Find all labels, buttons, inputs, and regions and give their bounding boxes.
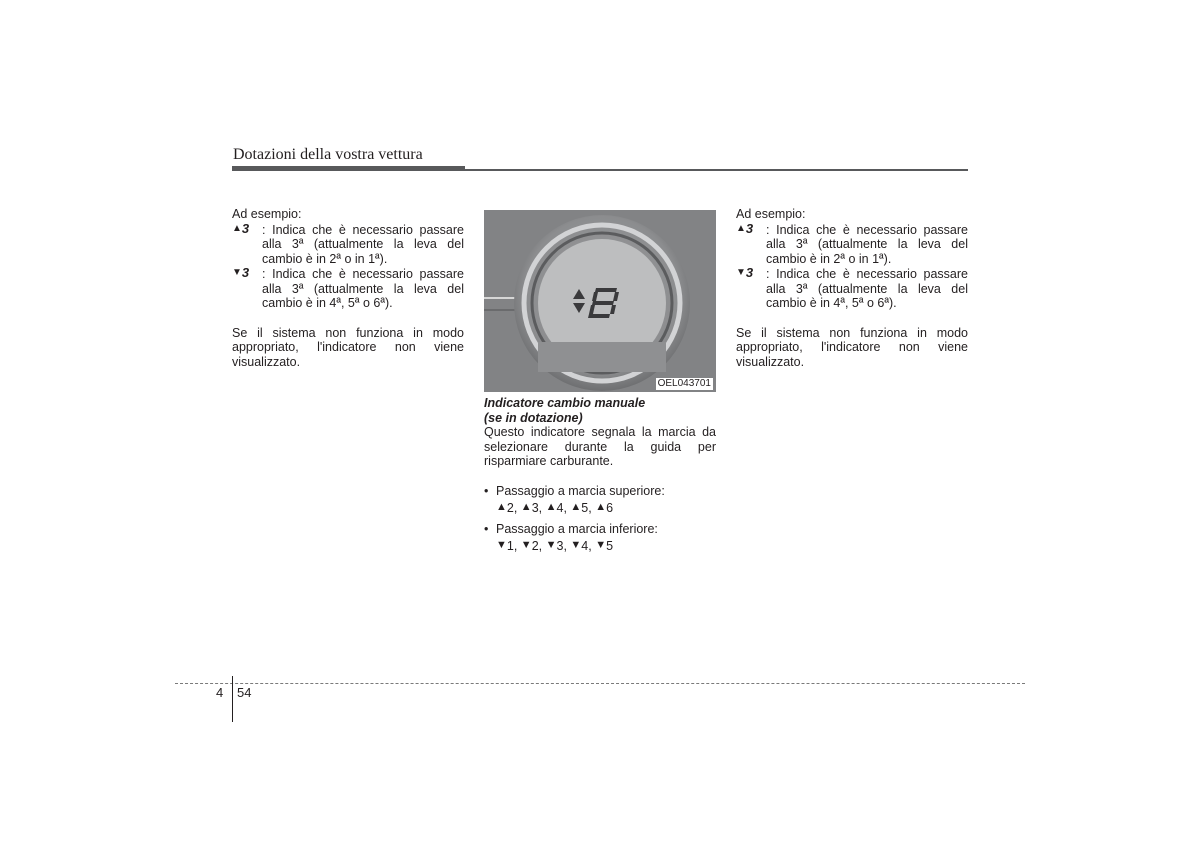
middle-column — [484, 396, 716, 554]
up-arrow-icon: ▲ — [570, 501, 582, 513]
upshift-description: : Indica che è necessario passare alla 3ª (attualmente la leva del cambio è in 2ª o in 1ª). — [766, 222, 968, 266]
downshift-sequence: ▼1, ▼2, ▼3, ▼4, ▼5 — [496, 539, 614, 553]
up-arrow-icon: ▲ — [520, 501, 532, 513]
downshift-example — [232, 267, 464, 311]
header-rule-thick — [232, 166, 465, 171]
down-arrow-icon: ▼ — [520, 539, 532, 551]
upshift-example — [232, 220, 464, 267]
malfunction-note: Se il sistema non funziona in modo appropriato, l'indicatore non viene visualizzato. — [736, 325, 968, 369]
up-arrow-icon: ▲ — [545, 501, 557, 513]
instrument-cluster-illustration — [484, 210, 716, 392]
header-rule-thin — [465, 169, 968, 171]
malfunction-note: Se il sistema non funziona in modo appropriato, l'indicatore non viene visualizzato. — [232, 325, 464, 369]
example-intro: Ad esempio: — [232, 207, 302, 221]
gear-value: 5 — [606, 539, 614, 553]
gauge-lower-band — [538, 342, 666, 372]
gear-value: 2 — [531, 539, 539, 553]
gear-value: 1 — [506, 539, 514, 553]
downshift-description: : Indica che è necessario passare alla 3ª (attualmente la leva del cambio è in 4ª, 5ª o 6ª). — [262, 267, 464, 310]
section-title: Dotazioni della vostra vettura — [233, 146, 423, 163]
upshift-sequence: ▲2, ▲3, ▲4, ▲5, ▲6 — [496, 501, 614, 515]
downshift-symbol — [232, 266, 249, 281]
chapter-number: 4 — [216, 685, 224, 700]
down-arrow-icon: ▼ — [496, 539, 507, 551]
downshift-example — [736, 267, 968, 311]
gear-digit: 3 — [745, 220, 754, 236]
down-arrow-icon: ▼ — [545, 539, 557, 551]
downshift-bullet-label: • Passaggio a marcia inferiore: — [484, 522, 716, 537]
footer-divider — [175, 683, 1025, 684]
upshift-symbol — [736, 222, 753, 237]
gear-value: 3 — [531, 501, 539, 515]
gear-digit: 3 — [241, 220, 250, 236]
figure-caption-subtitle: (se in dotazione) — [484, 410, 583, 425]
upshift-symbol — [232, 222, 249, 237]
example-intro: Ad esempio: — [736, 207, 806, 221]
gear-value: 3 — [556, 539, 564, 553]
page-number: 54 — [237, 685, 252, 700]
gear-value: 4 — [556, 501, 564, 515]
down-arrow-icon: ▼ — [570, 539, 582, 551]
figure-caption-title: Indicatore cambio manuale — [484, 396, 646, 410]
up-arrow-icon: ▲ — [232, 222, 242, 234]
gear-digit: 3 — [241, 265, 250, 280]
page-number-separator — [232, 676, 233, 722]
upshift-bullet-label: • Passaggio a marcia superiore: — [484, 484, 716, 499]
indicator-description: Questo indicatore segnala la marcia da selezionare durante la guida per risparmiare carburante. — [484, 425, 716, 468]
up-arrow-icon: ▲ — [736, 222, 746, 234]
down-arrow-icon: ▼ — [232, 267, 242, 278]
down-arrow-icon: ▼ — [736, 267, 746, 278]
gear-value: 2 — [506, 501, 514, 515]
downshift-description: : Indica che è necessario passare alla 3ª (attualmente la leva del cambio è in 4ª, 5ª o 6ª). — [766, 267, 968, 310]
upshift-example — [736, 220, 968, 267]
gear-digit: 3 — [745, 265, 754, 280]
up-arrow-icon: ▲ — [496, 501, 507, 513]
figure-code: OEL043701 — [657, 378, 711, 389]
up-arrow-icon: ▲ — [595, 501, 607, 513]
right-column — [736, 207, 968, 369]
gear-value: 5 — [581, 501, 589, 515]
gear-value: 6 — [606, 501, 614, 515]
down-arrow-icon: ▼ — [595, 539, 607, 551]
upshift-description: : Indica che è necessario passare alla 3ª (attualmente la leva del cambio è in 2ª o in 1ª). — [262, 222, 464, 266]
gear-value: 4 — [581, 539, 589, 553]
downshift-symbol — [736, 266, 753, 281]
left-column — [232, 207, 464, 369]
gear-indicator-figure — [484, 210, 716, 392]
